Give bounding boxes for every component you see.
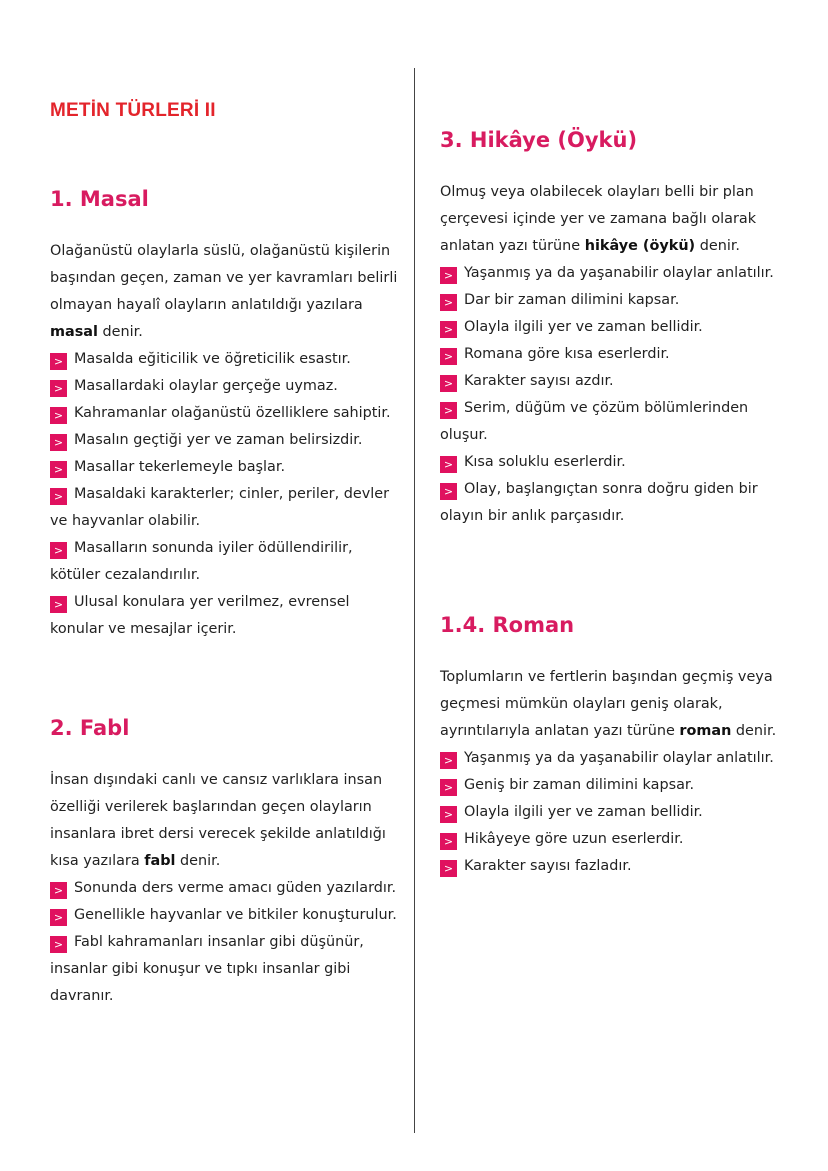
bullet-arrow-icon: > bbox=[50, 407, 67, 424]
bullet-item bbox=[50, 535, 400, 589]
section-heading: 2. Fabl bbox=[50, 716, 130, 740]
section-heading: 1.4. Roman bbox=[440, 613, 575, 637]
bullet-item bbox=[50, 481, 400, 535]
bullet-text: Masalın geçtiği yer ve zaman belirsizdir. bbox=[74, 432, 363, 448]
page-title: METİN TÜRLERİ II bbox=[50, 100, 216, 121]
section-roman bbox=[440, 610, 800, 880]
bullet-text: Olayla ilgili yer ve zaman bellidir. bbox=[464, 319, 703, 335]
section-intro: Olmuş veya olabilecek olayları belli bir plan çerçevesi içinde yer ve zamana bağlı olarak anlatan yazı türüne hikâye (öykü) denir. bbox=[440, 184, 757, 254]
bullet-item bbox=[440, 287, 800, 314]
bullet-item bbox=[440, 745, 800, 772]
bullet-arrow-icon: > bbox=[440, 267, 457, 284]
bullet-arrow-icon: > bbox=[440, 375, 457, 392]
bullet-item bbox=[50, 589, 400, 643]
bullet-item bbox=[440, 395, 800, 449]
bullet-item bbox=[50, 454, 400, 481]
section-heading: 3. Hikâye (Öykü) bbox=[440, 128, 638, 152]
bullet-arrow-icon: > bbox=[50, 461, 67, 478]
bullet-text: Masallar tekerlemeyle başlar. bbox=[74, 459, 286, 475]
bullet-item bbox=[440, 826, 800, 853]
bullet-text: Genellikle hayvanlar ve bitkiler konuşturulur. bbox=[74, 907, 397, 923]
bullet-item bbox=[440, 341, 800, 368]
bullet-arrow-icon: > bbox=[440, 483, 457, 500]
left-column bbox=[50, 100, 400, 1010]
bullet-item bbox=[440, 853, 800, 880]
bullet-arrow-icon: > bbox=[50, 353, 67, 370]
bullet-arrow-icon: > bbox=[440, 860, 457, 877]
bullet-text: Kahramanlar olağanüstü özelliklere sahiptir. bbox=[74, 405, 391, 421]
section-intro: Olağanüstü olaylarla süslü, olağanüstü kişilerin başından geçen, zaman ve yer kavramları belirli olmayan hayalî olayların anlatıldığı yazılara masal denir. bbox=[50, 243, 398, 340]
bullet-text: Ulusal konulara yer verilmez, evrensel konular ve mesajlar içerir. bbox=[50, 594, 350, 637]
section-fabl bbox=[50, 713, 400, 1010]
bullet-arrow-icon: > bbox=[50, 380, 67, 397]
bullet-list bbox=[440, 745, 800, 880]
bullet-arrow-icon: > bbox=[50, 596, 67, 613]
section-heading: 1. Masal bbox=[50, 187, 149, 211]
section-keyword: roman bbox=[679, 723, 732, 739]
bullet-text: Sonunda ders verme amacı güden yazılardır. bbox=[74, 880, 397, 896]
bullet-arrow-icon: > bbox=[440, 752, 457, 769]
bullet-item bbox=[50, 373, 400, 400]
bullet-item bbox=[440, 449, 800, 476]
bullet-arrow-icon: > bbox=[440, 402, 457, 419]
bullet-text: Geniş bir zaman dilimini kapsar. bbox=[464, 777, 695, 793]
bullet-text: Karakter sayısı fazladır. bbox=[464, 858, 632, 874]
bullet-item bbox=[440, 772, 800, 799]
bullet-arrow-icon: > bbox=[50, 434, 67, 451]
section-hikaye bbox=[440, 125, 800, 530]
bullet-item bbox=[440, 314, 800, 341]
bullet-arrow-icon: > bbox=[440, 294, 457, 311]
bullet-item bbox=[50, 875, 400, 902]
bullet-arrow-icon: > bbox=[440, 779, 457, 796]
bullet-text: Fabl kahramanları insanlar gibi düşünür, insanlar gibi konuşur ve tıpkı insanlar gibi davranır. bbox=[50, 934, 364, 1004]
bullet-arrow-icon: > bbox=[50, 882, 67, 899]
bullet-arrow-icon: > bbox=[440, 321, 457, 338]
bullet-arrow-icon: > bbox=[50, 936, 67, 953]
bullet-text: Serim, düğüm ve çözüm bölümlerinden oluşur. bbox=[440, 400, 749, 443]
section-keyword: fabl bbox=[144, 853, 176, 869]
bullet-text: Hikâyeye göre uzun eserlerdir. bbox=[464, 831, 684, 847]
bullet-item bbox=[50, 427, 400, 454]
bullet-arrow-icon: > bbox=[440, 806, 457, 823]
bullet-list bbox=[50, 346, 400, 643]
bullet-text: Yaşanmış ya da yaşanabilir olaylar anlatılır. bbox=[464, 265, 774, 281]
bullet-item bbox=[440, 799, 800, 826]
bullet-text: Yaşanmış ya da yaşanabilir olaylar anlatılır. bbox=[464, 750, 774, 766]
right-column bbox=[440, 125, 800, 880]
bullet-text: Olay, başlangıçtan sonra doğru giden bir olayın bir anlık parçasıdır. bbox=[440, 481, 758, 524]
bullet-text: Masalda eğiticilik ve öğreticilik esastır. bbox=[74, 351, 351, 367]
bullet-item bbox=[50, 902, 400, 929]
bullet-item bbox=[440, 476, 800, 530]
section-masal bbox=[50, 184, 400, 643]
bullet-text: Dar bir zaman dilimini kapsar. bbox=[464, 292, 680, 308]
section-keyword: hikâye (öykü) bbox=[584, 238, 696, 254]
bullet-list bbox=[50, 875, 400, 1010]
bullet-arrow-icon: > bbox=[50, 542, 67, 559]
bullet-text: Karakter sayısı azdır. bbox=[464, 373, 614, 389]
bullet-item bbox=[440, 260, 800, 287]
bullet-arrow-icon: > bbox=[440, 348, 457, 365]
bullet-text: Olayla ilgili yer ve zaman bellidir. bbox=[464, 804, 703, 820]
bullet-list bbox=[440, 260, 800, 530]
column-divider bbox=[414, 68, 415, 1133]
bullet-arrow-icon: > bbox=[50, 488, 67, 505]
bullet-item bbox=[50, 346, 400, 373]
bullet-item bbox=[50, 929, 400, 1010]
bullet-text: Masaldaki karakterler; cinler, periler, devler ve hayvanlar olabilir. bbox=[50, 486, 390, 529]
bullet-text: Kısa soluklu eserlerdir. bbox=[464, 454, 626, 470]
bullet-text: Romana göre kısa eserlerdir. bbox=[464, 346, 670, 362]
section-intro: Toplumların ve fertlerin başından geçmiş veya geçmesi mümkün olayları geniş olarak, ayrıntılarıyla anlatan yazı türüne roman denir. bbox=[440, 669, 777, 739]
bullet-item bbox=[440, 368, 800, 395]
section-intro: İnsan dışındaki canlı ve cansız varlıklara insan özelliği verilerek başlarından geçen olayların insanlara ibret dersi verecek şekilde anlatıldığı kısa yazılara fabl denir. bbox=[50, 772, 386, 869]
bullet-item bbox=[50, 400, 400, 427]
bullet-text: Masallardaki olaylar gerçeğe uymaz. bbox=[74, 378, 338, 394]
bullet-text: Masalların sonunda iyiler ödüllendirilir, kötüler cezalandırılır. bbox=[50, 540, 353, 583]
section-keyword: masal bbox=[50, 324, 98, 340]
bullet-arrow-icon: > bbox=[50, 909, 67, 926]
bullet-arrow-icon: > bbox=[440, 833, 457, 850]
bullet-arrow-icon: > bbox=[440, 456, 457, 473]
